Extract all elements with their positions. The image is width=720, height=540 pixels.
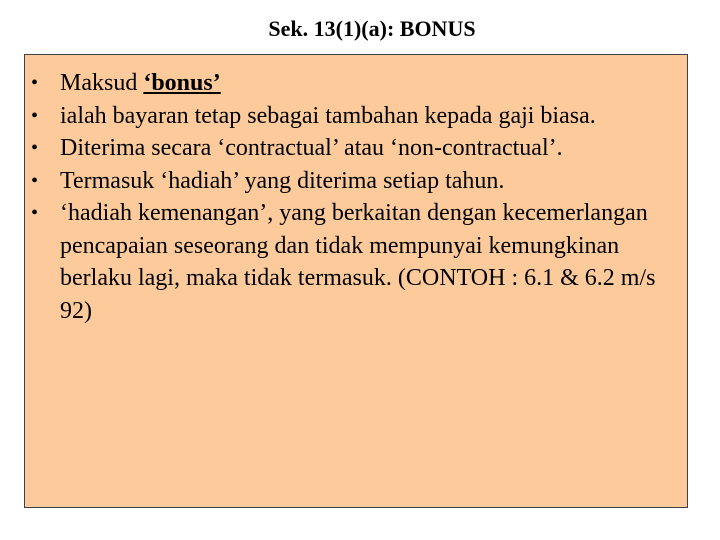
bullet-list [25,67,689,327]
bullet-dot: • [31,169,39,192]
bonus-term: ‘bonus’ [143,70,221,96]
bullet-text: ialah bayaran tetap sebagai tambahan kepada gaji biasa. [60,102,596,129]
bullet-item [25,132,689,165]
bullet-prefix: Maksud [60,70,144,96]
bullet-text: ‘hadiah kemenangan’, yang berkaitan dengan kecemerlangan pencapaian seseorang dan tidak mempunyai kemungkinan berlaku lagi, maka tidak termasuk. (CONTOH : 6.1 & 6.2 m/s 92) [60,200,656,324]
bullet-text: Termasuk ‘hadiah’ yang diterima setiap tahun. [60,167,505,194]
bullet-dot: • [31,72,39,94]
bullet-text: Diterima secara ‘contractual’ atau ‘non-contractual’. [60,135,563,161]
bullet-dot: • [31,202,39,224]
bullet-item [25,165,689,198]
bullet-item [25,67,689,100]
bullet-item [25,197,689,327]
slide-title: Sek. 13(1)(a): BONUS [268,16,476,41]
bullet-dot: • [31,104,39,127]
bullet-dot: • [31,137,39,159]
bullet-item [25,100,689,133]
content-box [24,54,688,508]
